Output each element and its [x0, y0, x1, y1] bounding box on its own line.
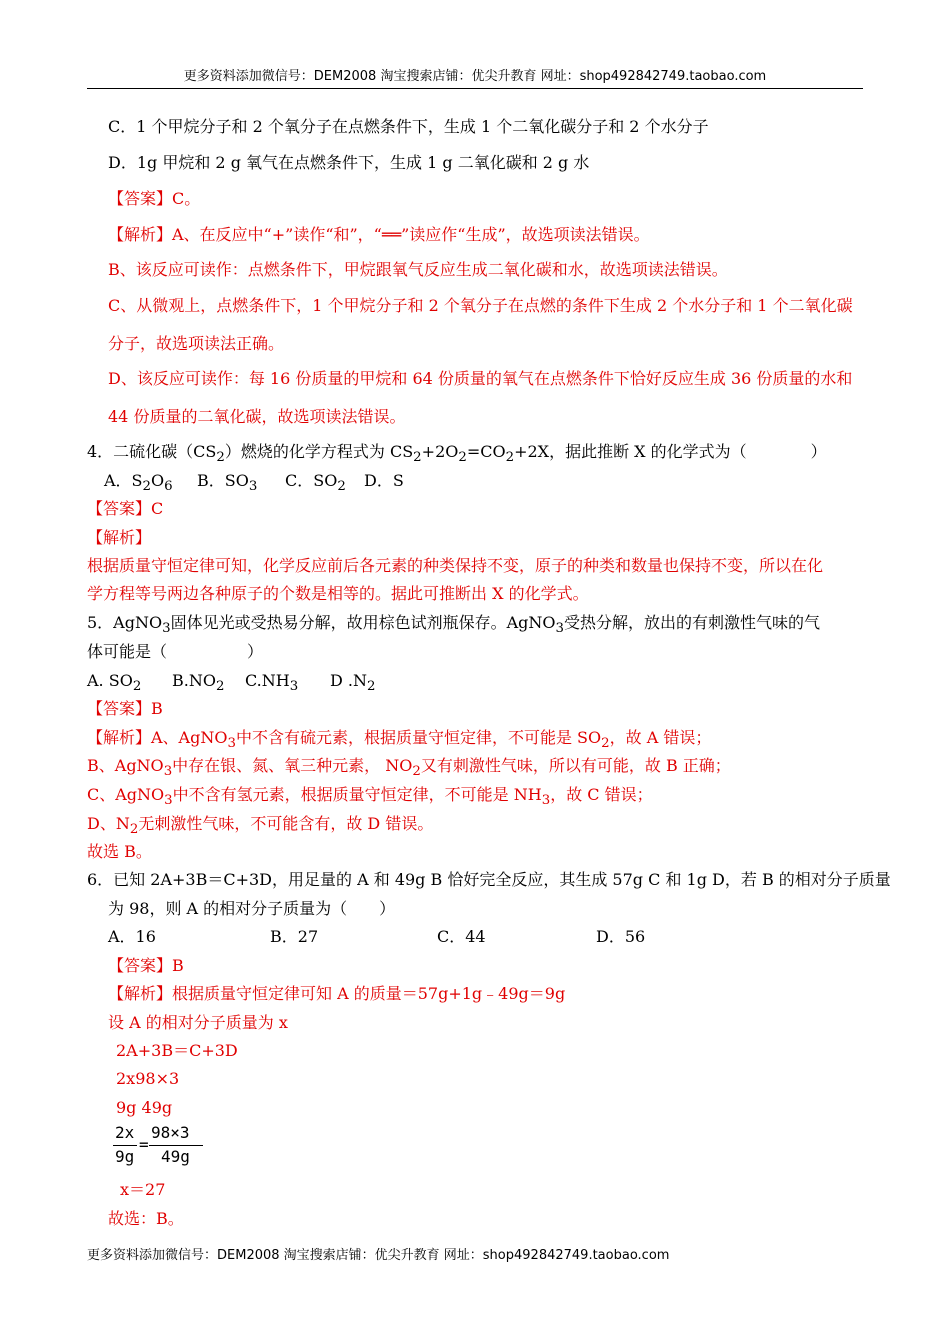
q6-stem-line1: 6．已知 2A+3B＝C+3D，用足量的 A 和 49g B 恰好完全反应，其生成 57g C 和 1g D，若 B 的相对分子质量 — [87, 870, 891, 889]
q4-option-a: A．$S_2O_6$ — [104, 471, 173, 495]
q6-explain-line2: 设 A 的相对分子质量为 x — [108, 1013, 288, 1032]
q5-option-a: A. $SO_2$ — [87, 671, 142, 695]
q5-explain-c: C、AgNO$_3$中不含有氢元素，根据质量守恒定律，不可能是 $NH_3$，故 C 错误； — [87, 785, 653, 809]
q4-explain-line1: 根据质量守恒定律可知，化学反应前后各元素的种类保持不变，原子的种类和数量也保持不变，所以在化 — [87, 556, 824, 575]
q3-explain-d-line2: 44 份质量的二氧化碳，故选项读法错误。 — [108, 407, 406, 426]
q6-option-b: B．27 — [270, 927, 319, 946]
frac-right-numerator: 98×3 — [151, 1123, 190, 1142]
q4-option-d: D．S — [364, 471, 404, 490]
q3-option-d: D．1g 甲烷和 2 g 氧气在点燃条件下，生成 1 g 二氧化碳和 2 g 水 — [108, 153, 590, 172]
q6-answer: 【答案】B — [108, 956, 184, 975]
q6-option-c: C．44 — [437, 927, 486, 946]
page-header: 更多资料添加微信号：DEM2008 淘宝搜索店铺：优尖升教育 网址：shop492842749.taobao.com — [183, 69, 767, 84]
q6-equation-actual: 9g 49g — [116, 1098, 173, 1117]
q4-answer: 【答案】C — [87, 499, 164, 518]
q5-stem-line2: 体可能是（ ） — [87, 642, 264, 661]
page-footer: 更多资料添加微信号：DEM2008 淘宝搜索店铺：优尖升教育 网址：shop492842749.taobao.com — [87, 1248, 670, 1263]
q4-option-b: B．$SO_3$ — [197, 471, 258, 495]
q5-answer: 【答案】B — [87, 699, 163, 718]
frac-right-bar — [149, 1145, 203, 1146]
q5-option-b: $B.NO_2$ — [172, 671, 225, 695]
q3-explain-a: 【解析】A、在反应中“+”读作“和”，“══”读应作“生成”，故选项读法错误。 — [108, 225, 650, 244]
q4-explain-title: 【解析】 — [87, 528, 152, 547]
q6-explain-line1: 【解析】根据质量守恒定律可知 A 的质量＝57g+1g﹣49g＝9g — [108, 984, 566, 1003]
frac-left-denominator: 9g — [115, 1147, 135, 1166]
q6-equation-masses: 2x98×3 — [116, 1069, 180, 1088]
q5-explain-b: B、AgNO$_3$中存在银、氮、氧三种元素， $NO_2$又有刺激性气味，所以有可能，故 B 正确； — [87, 756, 731, 780]
q6-option-d: D．56 — [596, 927, 646, 946]
q5-conclusion: 故选 B。 — [87, 842, 152, 861]
frac-equals: = — [139, 1135, 149, 1154]
q3-explain-d-line1: D、该反应可读作：每 16 份质量的甲烷和 64 份质量的氧气在点燃条件下恰好反应生成 36 份质量的水和 — [108, 369, 853, 388]
q3-explain-b: B、该反应可读作：点燃条件下，甲烷跟氧气反应生成二氧化碳和水，故选项读法错误。 — [108, 260, 728, 279]
q4-explain-line2: 学方程等号两边各种原子的个数是相等的。据此可推断出 X 的化学式。 — [87, 584, 589, 603]
q3-answer: 【答案】C。 — [108, 189, 201, 208]
q3-explain-c-line2: 分子，故选项读法正确。 — [108, 334, 285, 353]
q5-stem-line1: 5．AgNO$_3$固体见光或受热易分解，故用棕色试剂瓶保存。AgNO$_3$受热分解，放出的有刺激性气味的气 — [87, 613, 821, 637]
q5-explain-d: D、$N_2$无刺激性气味，不可能含有，故 D 错误。 — [87, 814, 434, 838]
frac-right-denominator: 49g — [161, 1147, 190, 1166]
q4-option-c: C．$SO_2$ — [285, 471, 346, 495]
frac-left-numerator: 2x — [115, 1123, 135, 1142]
q5-option-d: D $.N_2$ — [330, 671, 376, 695]
q5-explain-a: 【解析】A、AgNO$_3$中不含有硫元素，根据质量守恒定律，不可能是 $SO_2$，故 A 错误； — [87, 728, 712, 752]
q4-stem: 4．二硫化碳$(CS_2)$燃烧的化学方程式为 $CS_2+2O_2=CO_2+2X$，据此推断 X 的化学式为（ ） — [87, 442, 827, 466]
q6-conclusion: 故选：B。 — [108, 1209, 184, 1228]
q3-explain-c-line1: C、从微观上，点燃条件下，1 个甲烷分子和 2 个氧分子在点燃的条件下生成 2 个水分子和 1 个二氧化碳 — [108, 296, 853, 315]
header-rule — [87, 88, 863, 89]
q5-option-c: $C.NH_3$ — [245, 671, 299, 695]
q6-result: x＝27 — [120, 1180, 166, 1199]
q6-proportion — [113, 1123, 208, 1167]
frac-left-bar — [113, 1145, 137, 1146]
q6-equation: 2A+3B＝C+3D — [116, 1041, 238, 1060]
q6-option-a: A．16 — [108, 927, 156, 946]
q3-option-c: C．1 个甲烷分子和 2 个氧分子在点燃条件下，生成 1 个二氧化碳分子和 2 个水分子 — [108, 117, 709, 136]
q6-stem-line2: 为 98，则 A 的相对分子质量为（ ） — [108, 899, 396, 918]
